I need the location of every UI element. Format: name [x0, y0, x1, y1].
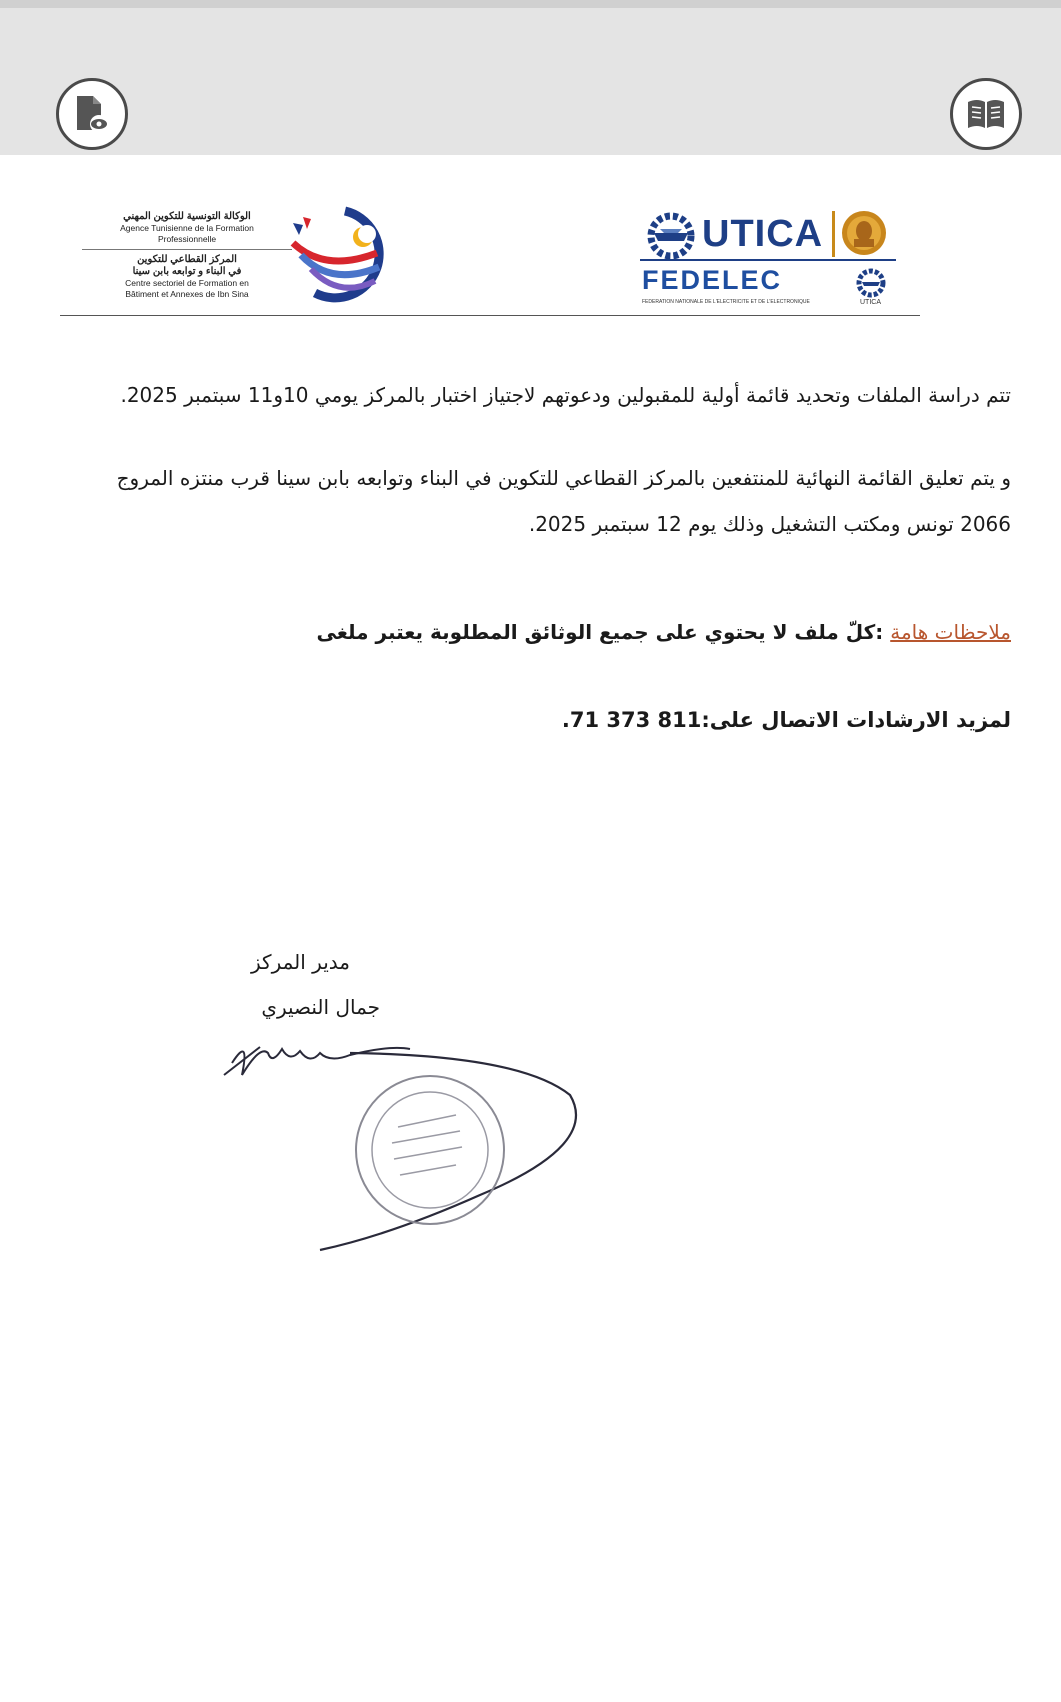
medal-icon — [840, 209, 888, 257]
fedelec-subtitle: FEDERATION NATIONALE DE L'ELECTRICITE ET DE L'ELECTRONIQUE — [642, 299, 810, 305]
atfp-name-fr-2: Professionnelle — [157, 234, 217, 244]
atfp-name-fr-1: Agence Tunisienne de la Formation — [120, 223, 254, 233]
letterhead — [60, 203, 920, 318]
important-notes — [60, 620, 1011, 644]
contact-line: لمزيد الارشادات الاتصال على:811 373 71. — [561, 708, 1011, 732]
book-reader-icon — [966, 98, 1006, 130]
paragraph-1: تتم دراسة الملفات وتحديد قائمة أولية للمقبولين ودعوتهم لاجتياز اختبار بالمركز يومي 10و11 سبتمبر 2025. — [120, 383, 1011, 407]
center-name-ar-1: المركز القطاعي للتكوين — [137, 254, 237, 265]
letterhead-rule — [60, 315, 920, 316]
utica-wordmark: UTICA — [702, 213, 824, 255]
atfp-name-block — [82, 211, 292, 300]
notes-text: :كلّ ملف لا يحتوي على جميع الوثائق المطلوبة يعتبر ملغى — [316, 620, 884, 644]
viewer-toolbar — [0, 0, 1061, 155]
file-preview-icon — [73, 94, 111, 134]
notes-label: ملاحظات هامة — [890, 620, 1011, 644]
small-gear-icon — [854, 267, 888, 299]
atfp-name-ar: الوكالة التونسية للتكوين المهني — [123, 211, 251, 222]
paragraph-2: و يتم تعليق القائمة النهائية للمنتفعين بالمركز القطاعي للتكوين في البناء وتوابعه بابن سينا قرب منتزه المروج 2066 تونس ومكتب التشغيل وذلك يوم 12 سبتمبر 2025. — [116, 466, 1011, 536]
center-name-fr-1: Centre sectoriel de Formation en — [125, 278, 249, 288]
file-preview-button[interactable] — [56, 78, 128, 150]
reader-mode-button[interactable] — [950, 78, 1022, 150]
signatory-title: مدير المركز — [251, 950, 350, 974]
atfp-logo-icon — [285, 203, 415, 313]
center-name-fr-2: Bâtiment et Annexes de Ibn Sina — [125, 289, 249, 299]
center-name-ar-2: في البناء و توابعه بابن سينا — [132, 266, 242, 277]
utica-fedelec-logo — [640, 203, 900, 313]
fedelec-wordmark: FEDELEC — [642, 265, 783, 295]
signatory-name: جمال النصيري — [261, 995, 380, 1019]
signature-stamp — [220, 1035, 580, 1295]
utica-divider — [832, 211, 835, 257]
document-page — [0, 155, 1061, 1702]
atfp-separator — [82, 249, 292, 250]
utica-rule — [640, 259, 896, 261]
utica-small-label: UTICA — [860, 299, 881, 306]
gear-truck-icon — [644, 211, 698, 261]
